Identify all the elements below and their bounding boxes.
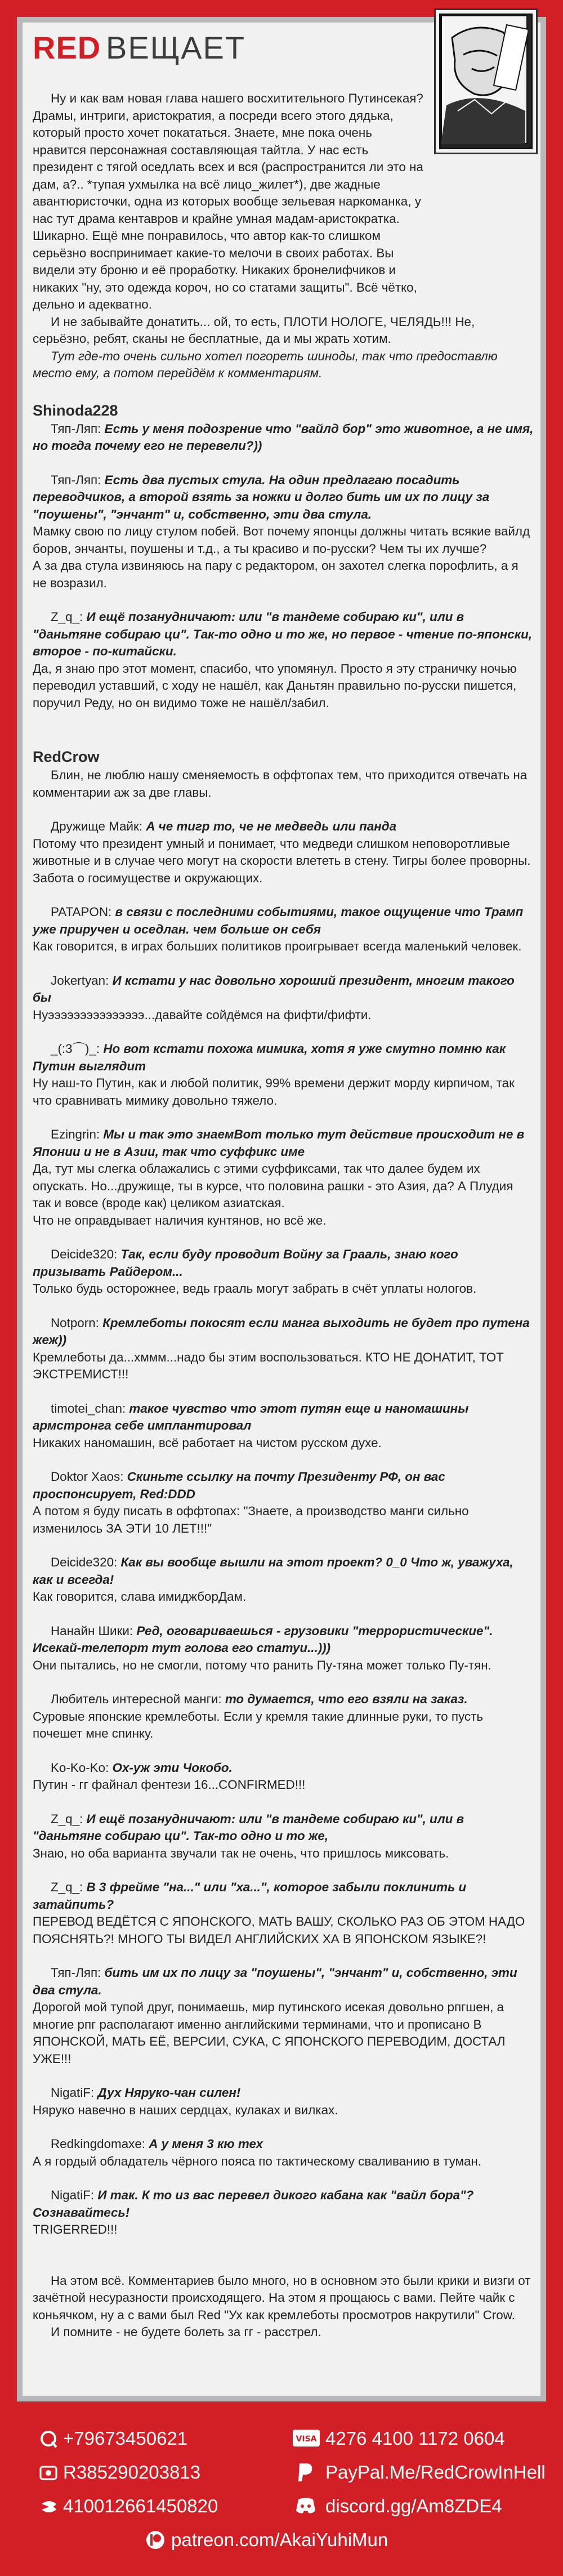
comment-text: в связи с последними событиями, такое ощущение что Трамп уже приручен и оседлан. чем больше он себя <box>33 905 524 936</box>
reply-text: Суровые японские кремлеботы. Если у кремля такие длинные руки, то пусть почешет мне спинку. <box>33 1709 484 1740</box>
commenter-name: Notporn: <box>51 1315 99 1330</box>
comment-quote <box>33 818 534 836</box>
commenter-name: NigatiF: <box>51 2188 95 2202</box>
svg-text:VISA: VISA <box>296 2435 317 2444</box>
comment-quote <box>33 1760 534 1777</box>
comment-text: Дух Няруко-чан силен! <box>97 2086 241 2100</box>
yandex-money-icon <box>39 2463 59 2483</box>
webmoney-icon <box>39 2497 59 2516</box>
reply-text: А за два стула извиняюсь на пару с редактором, он захотел слегка порофлить, а я не возразил. <box>33 559 519 590</box>
commenter-name: Redkingdomaxe: <box>51 2137 146 2151</box>
comment-quote <box>33 1879 534 1913</box>
comment-text: то думается, что его взяли на заказ. <box>225 1692 468 1706</box>
comment-quote <box>33 1315 534 1349</box>
discord-icon <box>295 2497 316 2515</box>
commenter-name: Z_q_: <box>51 1880 83 1894</box>
reply-text: Мамку свою по лицу стулом побей. Вот почему японцы должны читать всякие вайлд боров, энчанты, поушены и т.д., а ты красиво и по-русски? Чем ты их лучше? <box>33 524 530 556</box>
reply-text: Только будь осторожнее, ведь грааль могут забрать в счёт уплаты нологов. <box>33 1282 477 1296</box>
comment-text: А у меня 3 кю тех <box>149 2137 263 2151</box>
commenter-name: PATAPON: <box>51 905 112 919</box>
section-shinoda <box>33 421 534 729</box>
reply-text: Как говорится, в играх больших политиков проигрывает всегда маленький человек. <box>33 939 522 953</box>
paypal-icon <box>296 2462 315 2483</box>
reply-text: Няруко навечно в наших сердцах, кулаках и вилках. <box>33 2102 338 2117</box>
commenter-name: _(:3⌒)_: <box>51 1042 100 1056</box>
reply-text: TRIGERRED!!! <box>33 2222 118 2236</box>
comment-text: Мы и так это знаемВот только тут действие происходит не в Японии и не в Азии, так что суффикс име <box>33 1127 525 1159</box>
comment-text: Кремлеботы покосят если манга выходить не будет про путена жеж)) <box>33 1315 530 1347</box>
comment-text: Ред, оговариваешься - грузовики "террористические". Исекай-телепорт тут голова его статуи...))) <box>33 1623 493 1655</box>
brand-title: ВЕЩАЕТ <box>106 30 246 65</box>
reply-text: Они пытались, но не смогли, потому что ранить Пу-тяна может только Пу-тян. <box>33 1658 491 1672</box>
section-redcrow <box>33 818 534 2256</box>
reply-text: Путин - гг файнал фентези 16...CONFIRMED!!! <box>33 1778 306 1792</box>
paper-panel <box>23 23 540 2396</box>
section-author: Shinoda228 <box>33 401 118 419</box>
commenter-name: Ezingrin: <box>51 1127 100 1141</box>
reply-text: Да, тут мы слегка облажались с этими суффиксами, так что далее будем их опускать. Но...дружище, ты в курсе, что половина рашки - это Азия, да? А Плудия так и вовсе (вроде как) целиком азиатская. <box>33 1162 513 1210</box>
reply-text: Знаю, но оба варианта звучали так не очень, что пришлось миксовать. <box>33 1846 449 1860</box>
reply-text: ПЕРЕВОД ВЕДЁТСЯ С ЯПОНСКОГО, МАТЬ ВАШУ, СКОЛЬКО РАЗ ОБ ЭТОМ НАДО ПОЯСНЯТЬ?! МНОГО ТЫ ВИДЕЛ АНГЛИЙСКИХ ХА В ЯПОНСКОМ ЯЗЫКЕ?! <box>33 1914 525 1946</box>
comment-quote <box>33 2136 534 2153</box>
comment-quote <box>33 972 534 1007</box>
comment-text: бить им их по лицу за "поушены", "энчант" и, собственно, эти два стула. <box>33 1966 517 1997</box>
comment-quote <box>33 904 534 938</box>
reply-text: Потому что президент умный и понимает, что медведи слишком неповоротливые животные и в случае чего могут на скорости влететь в стену. Тигры более проворны. Забота о госимуществе и окружающих. <box>33 836 531 885</box>
comment-quote <box>33 1811 534 1845</box>
commenter-name: timotei_chan: <box>51 1401 126 1416</box>
outro-paragraph: На этом всё. Комментариев было много, но в основном это были крики и визги от зачётной несуразности происходящего. На этом я прощаюсь с вами. Пейте чайк с коньячком, ну а с вами был Red "Ух как кремлеботы просмотров накрутили" Crow. <box>33 2273 531 2322</box>
section-lead: Блин, не люблю нашу сменяемость в оффтопах тем, что приходится отвечать на комментарии аж за две главы. <box>33 768 528 800</box>
comment-quote <box>33 472 534 524</box>
commenter-name: Тяп-Ляп: <box>51 1966 101 1980</box>
comment-text: И ещё позанудничают: или "в тандеме собираю ки", или в "даньтяне собираю ци". Так-то одно и то же, но первое - чтение по-японски, второе - по-китайски. <box>33 610 533 658</box>
article-body <box>33 90 534 2341</box>
commenter-name: Z_q_: <box>51 610 83 624</box>
commenter-name: Любитель интересной манги: <box>51 1692 222 1706</box>
commenter-name: Дружище Майк: <box>51 819 143 833</box>
intro-paragraph: И не забывайте донатить... ой, то есть, ПЛОТИ НОЛОГЕ, ЧЕЛЯДЬ!!! Не, серьёзно, ребят, сканы не бесплатные, да и мы жрать хотим. <box>33 314 475 346</box>
comment-text: Как вы вообще вышли на этот проект? 0_0 Что ж, уважуха, как и всегда! <box>33 1555 513 1587</box>
comment-text: И так. К то из вас перевел дикого кабана как "вайл бора"? Сознавайтесь! <box>33 2188 474 2220</box>
reply-text: Кремлеботы да...хммм...надо бы этим воспользоваться. КТО НЕ ДОНАТИТ, ТОТ ЭКСТРЕМИСТ!!! <box>33 1350 504 1381</box>
reply-text: Что не оправдывает наличия кунтянов, но всё же. <box>33 1213 327 1227</box>
comment-text: Но вот кстати похожа мимика, хотя я уже смутно помню как Путин выглядит <box>33 1042 506 1073</box>
comment-quote <box>33 1041 534 1075</box>
reply-text: А потом я буду писать в оффтопах: "Знаете, а производство манги сильно изменилось ЗА ЭТИ 10 ЛЕТ!!!" <box>33 1504 469 1535</box>
comment-text: Ох-уж эти Чокобо. <box>112 1760 233 1775</box>
comment-quote <box>33 421 534 455</box>
header <box>23 23 540 76</box>
commenter-name: NigatiF: <box>51 2086 95 2100</box>
comment-text: Скиньте ссылку на почту Президенту РФ, он вас проспонсирует, Red:DDD <box>33 1470 445 1501</box>
content-frame <box>17 17 546 2401</box>
reply-text: Никаких наномашин, всё работает на чистом русском духе. <box>33 1435 382 1450</box>
comment-quote <box>33 1246 534 1280</box>
comment-quote <box>33 1554 534 1588</box>
comment-text: такое чувство что этот путян еще и наномашины армстронга себе имплантировал <box>33 1401 469 1432</box>
reply-text: Нуэээээээээээээээ...давайте сойдёмся на фифти/фифти. <box>33 1007 372 1022</box>
comment-quote <box>33 1623 534 1657</box>
commenter-name: Deicide320: <box>51 1555 118 1569</box>
comment-text: Так, если буду проводит Войну за Грааль, знаю кого призывать Райдером... <box>33 1247 458 1279</box>
comment-text: И ещё позанудничают: или "в тандеме собираю ки", или в "даньтяне собираю ци". Так-то одно и то же, <box>33 1811 464 1843</box>
commenter-name: Тяп-Ляп: <box>51 472 101 487</box>
comment-quote <box>33 1400 534 1435</box>
comment-quote <box>33 1965 534 1999</box>
comment-text: Есть два пустых стула. На один предлагаю посадить переводчиков, а второй взять за ножки и долго бить им их по лицу за "поушены", "энчант" и, собственно, эти два стула. <box>33 472 490 521</box>
comment-text: В 3 фрейме "на..." или "ха...", которое забыли поклинить и затайпить? <box>33 1880 467 1912</box>
comment-quote <box>33 2187 534 2221</box>
comment-text: А че тигр то, че не медведь или панда <box>146 819 397 833</box>
comment-quote <box>33 1126 534 1160</box>
commenter-name: Ko-Ko-Ko: <box>51 1760 109 1775</box>
brand-red: RED <box>33 30 101 65</box>
reply-text: Ну наш-то Путин, как и любой политик, 99% времени держит морду кирпичом, так что сравнивать мимику довольно тяжело. <box>33 1076 515 1108</box>
commenter-name: Тяп-Ляп: <box>51 421 101 436</box>
comment-quote <box>33 1468 534 1503</box>
paypal-link[interactable]: PayPal.Me/RedCrowInHell <box>325 2462 546 2483</box>
reply-text: А я гордый обладатель чёрного пояса по тактическому сваливанию в туман. <box>33 2154 482 2168</box>
visa-icon <box>293 2430 320 2446</box>
comment-quote <box>33 2084 534 2102</box>
intro-italic-note: Тут где-то очень сильно хотел погореть шиноды, так что предоставлю место ему, а потом перейдём к комментариям. <box>33 349 498 380</box>
qiwi-icon <box>39 2430 59 2449</box>
reply-text: Дорогой мой тупой друг, понимаешь, мир путинского исекая довольно рпгшен, а многие рпг располагают именно английскими терминами, что и прописано В ЯПОНСКОЙ, МАТЬ ЕЁ, ВЕРСИИ, СУКА, С ЯПОНСКОГО ПЕРЕВОДИМ, ДОСТАЛ УЖЕ!!! <box>33 2000 506 2066</box>
comment-quote <box>33 609 534 660</box>
reply-text: Как говорится, слава имиджборДам. <box>33 1590 247 1604</box>
visa-number[interactable]: 4276 4100 1172 0604 <box>325 2428 505 2449</box>
donation-footer <box>0 2407 563 2576</box>
comment-text: Есть у меня подозрение что "вайлд бор" это животное, а не имя, но тогда почему его не перевели?)) <box>33 421 534 453</box>
intro-paragraph: Ну и как вам новая глава нашего восхитительного Путинсекая? Драмы, интриги, аристократия, а посреди всего этого дядька, который просто хочет покататься. Знаете, мне пока очень нравится персонажная составляющая тайтла. У нас есть президент с тягой оседлать всех и вся (распространится ли это на дам, а?.. *тупая ухмылка на всё лицо_жилет*), две жадные авантюристочки, одна из которых вообще зельевая наркоманка, у нас тут драма кентавров и крайне умная мадам-аристократка. Шикарно. Ещё мне понравилось, что автор как-то слишком серьёзно воспринимает какие-то мелочи в своих работах. Вы видели эту броню и её проработку. Никаких бронелифчиков и никаких "ну, это одежда короч, но со статами защиты". Всё чётко, дельно и адекватно. <box>33 91 423 311</box>
reply-text: Да, я знаю про этот момент, спасибо, что упомянул. Просто я эту страничку ночью переводил уставший, с ходу не нашёл, как Даньтян правильно по-русски пишется, поручил Реду, но он видимо тоже не нашёл/забил. <box>33 661 517 710</box>
webmoney-number[interactable]: 410012661450820 <box>63 2495 218 2516</box>
commenter-name: Jokertyan: <box>51 973 109 988</box>
commenter-name: Doktor Xaos: <box>51 1470 124 1484</box>
discord-link[interactable]: discord.gg/Am8ZDE4 <box>325 2495 502 2516</box>
outro-paragraph: И помните - не будете болеть за гг - расстрел. <box>51 2325 321 2339</box>
commenter-name: Deicide320: <box>51 1247 118 1261</box>
section-author: RedCrow <box>33 748 100 765</box>
qiwi-number[interactable]: +79673450621 <box>63 2428 188 2449</box>
commenter-name: Z_q_: <box>51 1811 83 1826</box>
commenter-name: Нанайн Шики: <box>51 1623 133 1638</box>
comment-text: И кстати у нас довольно хороший президент, многим такого бы <box>33 973 515 1004</box>
comment-quote <box>33 1691 534 1708</box>
yandex-number[interactable]: R385290203813 <box>63 2462 201 2483</box>
patreon-link[interactable]: patreon.com/AkaiYuhiMun <box>171 2529 388 2550</box>
patreon-icon <box>145 2530 166 2550</box>
